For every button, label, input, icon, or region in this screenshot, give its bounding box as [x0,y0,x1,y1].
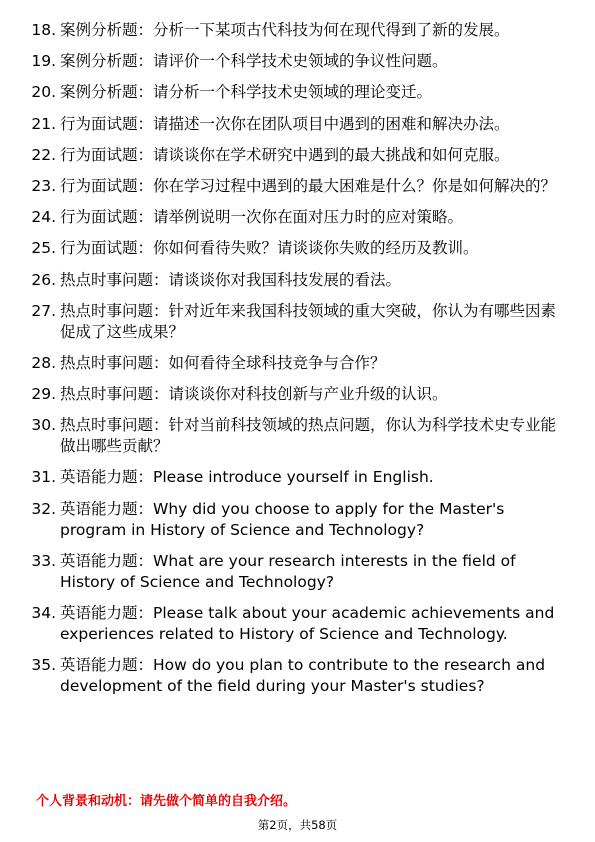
list-item [24,270,564,291]
list-item [24,384,564,405]
list-item [24,145,564,166]
item-text: 案例分析题：分析一下某项古代科技为何在现代得到了新的发展。 [60,21,510,39]
item-number: 24. [31,208,56,227]
item-number: 29. [31,385,56,404]
item-text: 行为面试题：请谈谈你在学术研究中遇到的最大挑战和如何克服。 [60,145,510,164]
item-number: 31. [31,468,56,487]
item-text: 案例分析题：请评价一个科学技术史领域的争议性问题。 [60,52,448,71]
item-number: 28. [31,353,56,372]
section-heading-note: 个人背景和动机：请先做个简单的自我介绍。 [36,794,297,809]
list-item [24,238,564,259]
item-text: 热点时事问题：请谈谈你对科技创新与产业升级的认识。 [60,385,448,404]
item-number: 19. [31,52,56,71]
item-text: 热点时事问题：如何看待全球科技竞争与合作？ [60,353,386,372]
item-text: 行为面试题：请描述一次你在团队项目中遇到的困难和解决办法。 [60,114,510,133]
item-number: 26. [31,270,56,289]
item-text: 英语能力题：Please talk about your academic achievements and experiences related to History of Science and Technology. [60,604,555,643]
item-text: 行为面试题：你在学习过程中遇到的最大困难是什么？你是如何解决的？ [60,176,557,195]
list-item [24,20,564,41]
list-item [24,301,564,343]
item-number: 18. [31,21,56,39]
list-item [24,655,564,697]
item-number: 34. [31,604,56,622]
list-item [24,467,564,488]
item-text: 英语能力题：Why did you choose to apply for the Master's program in History of Science and Technology? [60,499,505,539]
item-text: 热点时事问题：针对当前科技领域的热点问题，你认为科学技术史专业能做出哪些贡献？ [60,416,557,456]
item-text: 英语能力题：What are your research interests in the field of History of Science and Technology? [60,551,516,591]
item-number: 21. [31,114,56,133]
list-item [24,353,564,374]
list-item [24,51,564,72]
item-text: 热点时事问题：请谈谈你对我国科技发展的看法。 [60,270,402,289]
list-item [24,415,564,457]
item-text: 英语能力题：Please introduce yourself in English. [60,468,434,487]
list-item [24,551,564,593]
item-number: 35. [31,656,56,675]
item-text: 热点时事问题：针对近年来我国科技领域的重大突破，你认为有哪些因素促成了这些成果？ [60,301,557,341]
list-item [24,499,564,541]
item-number: 27. [31,301,56,320]
list-item [24,114,564,135]
question-list [24,20,564,707]
list-item [24,207,564,228]
item-number: 30. [31,416,56,435]
item-text: 行为面试题：你如何看待失败？请谈谈你失败的经历及教训。 [60,239,479,258]
list-item [24,603,564,645]
item-text: 案例分析题：请分析一个科学技术史领域的理论变迁。 [60,83,433,102]
item-number: 22. [31,145,56,164]
item-number: 32. [31,499,56,518]
list-item [24,82,564,103]
list-item [24,176,564,197]
item-number: 20. [31,83,56,102]
item-text: 英语能力题：How do you plan to contribute to the research and development of the field during your Master's studies? [60,656,546,696]
item-text: 行为面试题：请举例说明一次你在面对压力时的应对策略。 [60,208,464,227]
item-number: 33. [31,551,56,570]
item-number: 23. [31,176,56,195]
page-number: 第2页，共58页 [257,818,338,832]
item-number: 25. [31,239,56,258]
